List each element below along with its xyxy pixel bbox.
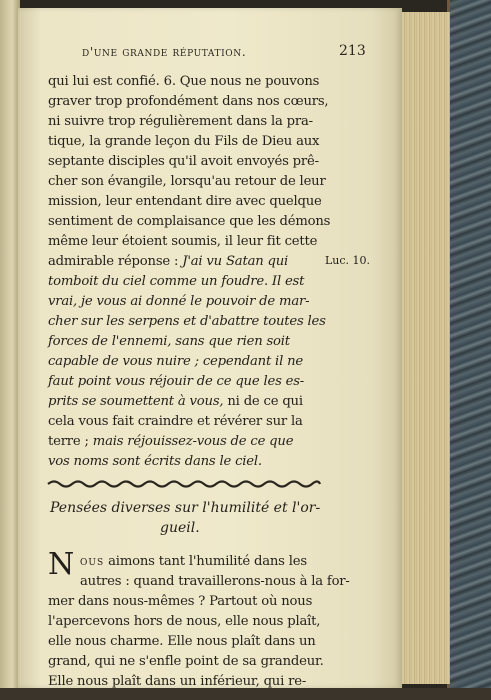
text-line: grand, qui ne s'enfle point de sa grandeur. <box>48 654 324 669</box>
text-span: admirable réponse : <box>48 254 179 269</box>
text-line: cher sur les serpens et d'abattre toutes les <box>48 314 326 329</box>
italic-span: J'ai vu Satan qui <box>182 254 289 269</box>
text-span: ni de ce qui <box>227 394 303 409</box>
text-line: forces de l'ennemi, sans que rien soit <box>48 334 290 349</box>
text-line: l'apercevons hors de nous, elle nous plaît, <box>48 614 321 629</box>
text-line-mixed <box>48 252 320 272</box>
text-line: mission, leur entendant dire avec quelque <box>48 194 322 209</box>
text-line-mixed <box>48 432 320 452</box>
running-title: d'une grande réputation. <box>82 44 247 59</box>
section-heading: Pensées diverses sur l'humilité et l'or- <box>50 500 321 516</box>
text-line: qui lui est confié. 6. Que nous ne pouvons <box>48 74 320 89</box>
text-line-mixed <box>80 552 320 572</box>
text-span: terre ; <box>48 434 89 449</box>
section-heading-cont: gueil. <box>160 520 200 536</box>
left-page-edge <box>0 0 20 700</box>
text-line: vos noms sont écrits dans le ciel. <box>48 454 262 469</box>
text-line: cher son évangile, lorsqu'au retour de leur <box>48 174 326 189</box>
text-line: tomboit du ciel comme un foudre. Il est <box>48 274 305 289</box>
text-line: capable de vous nuire ; cependant il ne <box>48 354 303 369</box>
text-line: elle nous charme. Elle nous plaît dans un <box>48 634 316 649</box>
text-span: aimons tant l'humilité dans les <box>108 554 307 569</box>
text-line: septante disciples qu'il avoit envoyés prê- <box>48 154 319 169</box>
ornamental-rule <box>48 478 320 490</box>
first-word: ous <box>80 554 105 569</box>
marbled-cover <box>450 0 491 700</box>
text-line-mixed <box>48 392 320 412</box>
text-line: sentiment de complaisance que les démons <box>48 214 331 229</box>
drop-cap: N <box>48 547 75 582</box>
margin-note: Luc. 10. <box>325 254 371 267</box>
text-line: vrai, je vous ai donné le pouvoir de mar- <box>48 294 310 309</box>
text-line: ni suivre trop régulièrement dans la pra- <box>48 114 313 129</box>
page-fore-edge <box>400 12 450 684</box>
text-line: tique, la grande leçon du Fils de Dieu aux <box>48 134 320 149</box>
text-line: cela vous fait craindre et révérer sur la <box>48 414 303 429</box>
text-line: Elle nous plaît dans un inférieur, qui re- <box>48 674 307 689</box>
text-line: mer dans nous-mêmes ? Partout où nous <box>48 594 313 609</box>
text-line: graver trop profondément dans nos cœurs, <box>48 94 329 109</box>
text-line: faut point vous réjouir de ce que les es- <box>48 374 305 389</box>
italic-span: prits se soumettent à vous, <box>48 394 224 409</box>
text-line: même leur étoient soumis, il leur fit cette <box>48 234 318 249</box>
page-number: 213 <box>339 43 366 59</box>
italic-span: mais réjouissez-vous de ce que <box>92 434 294 449</box>
text-line: autres : quand travaillerons-nous à la for- <box>80 574 350 589</box>
